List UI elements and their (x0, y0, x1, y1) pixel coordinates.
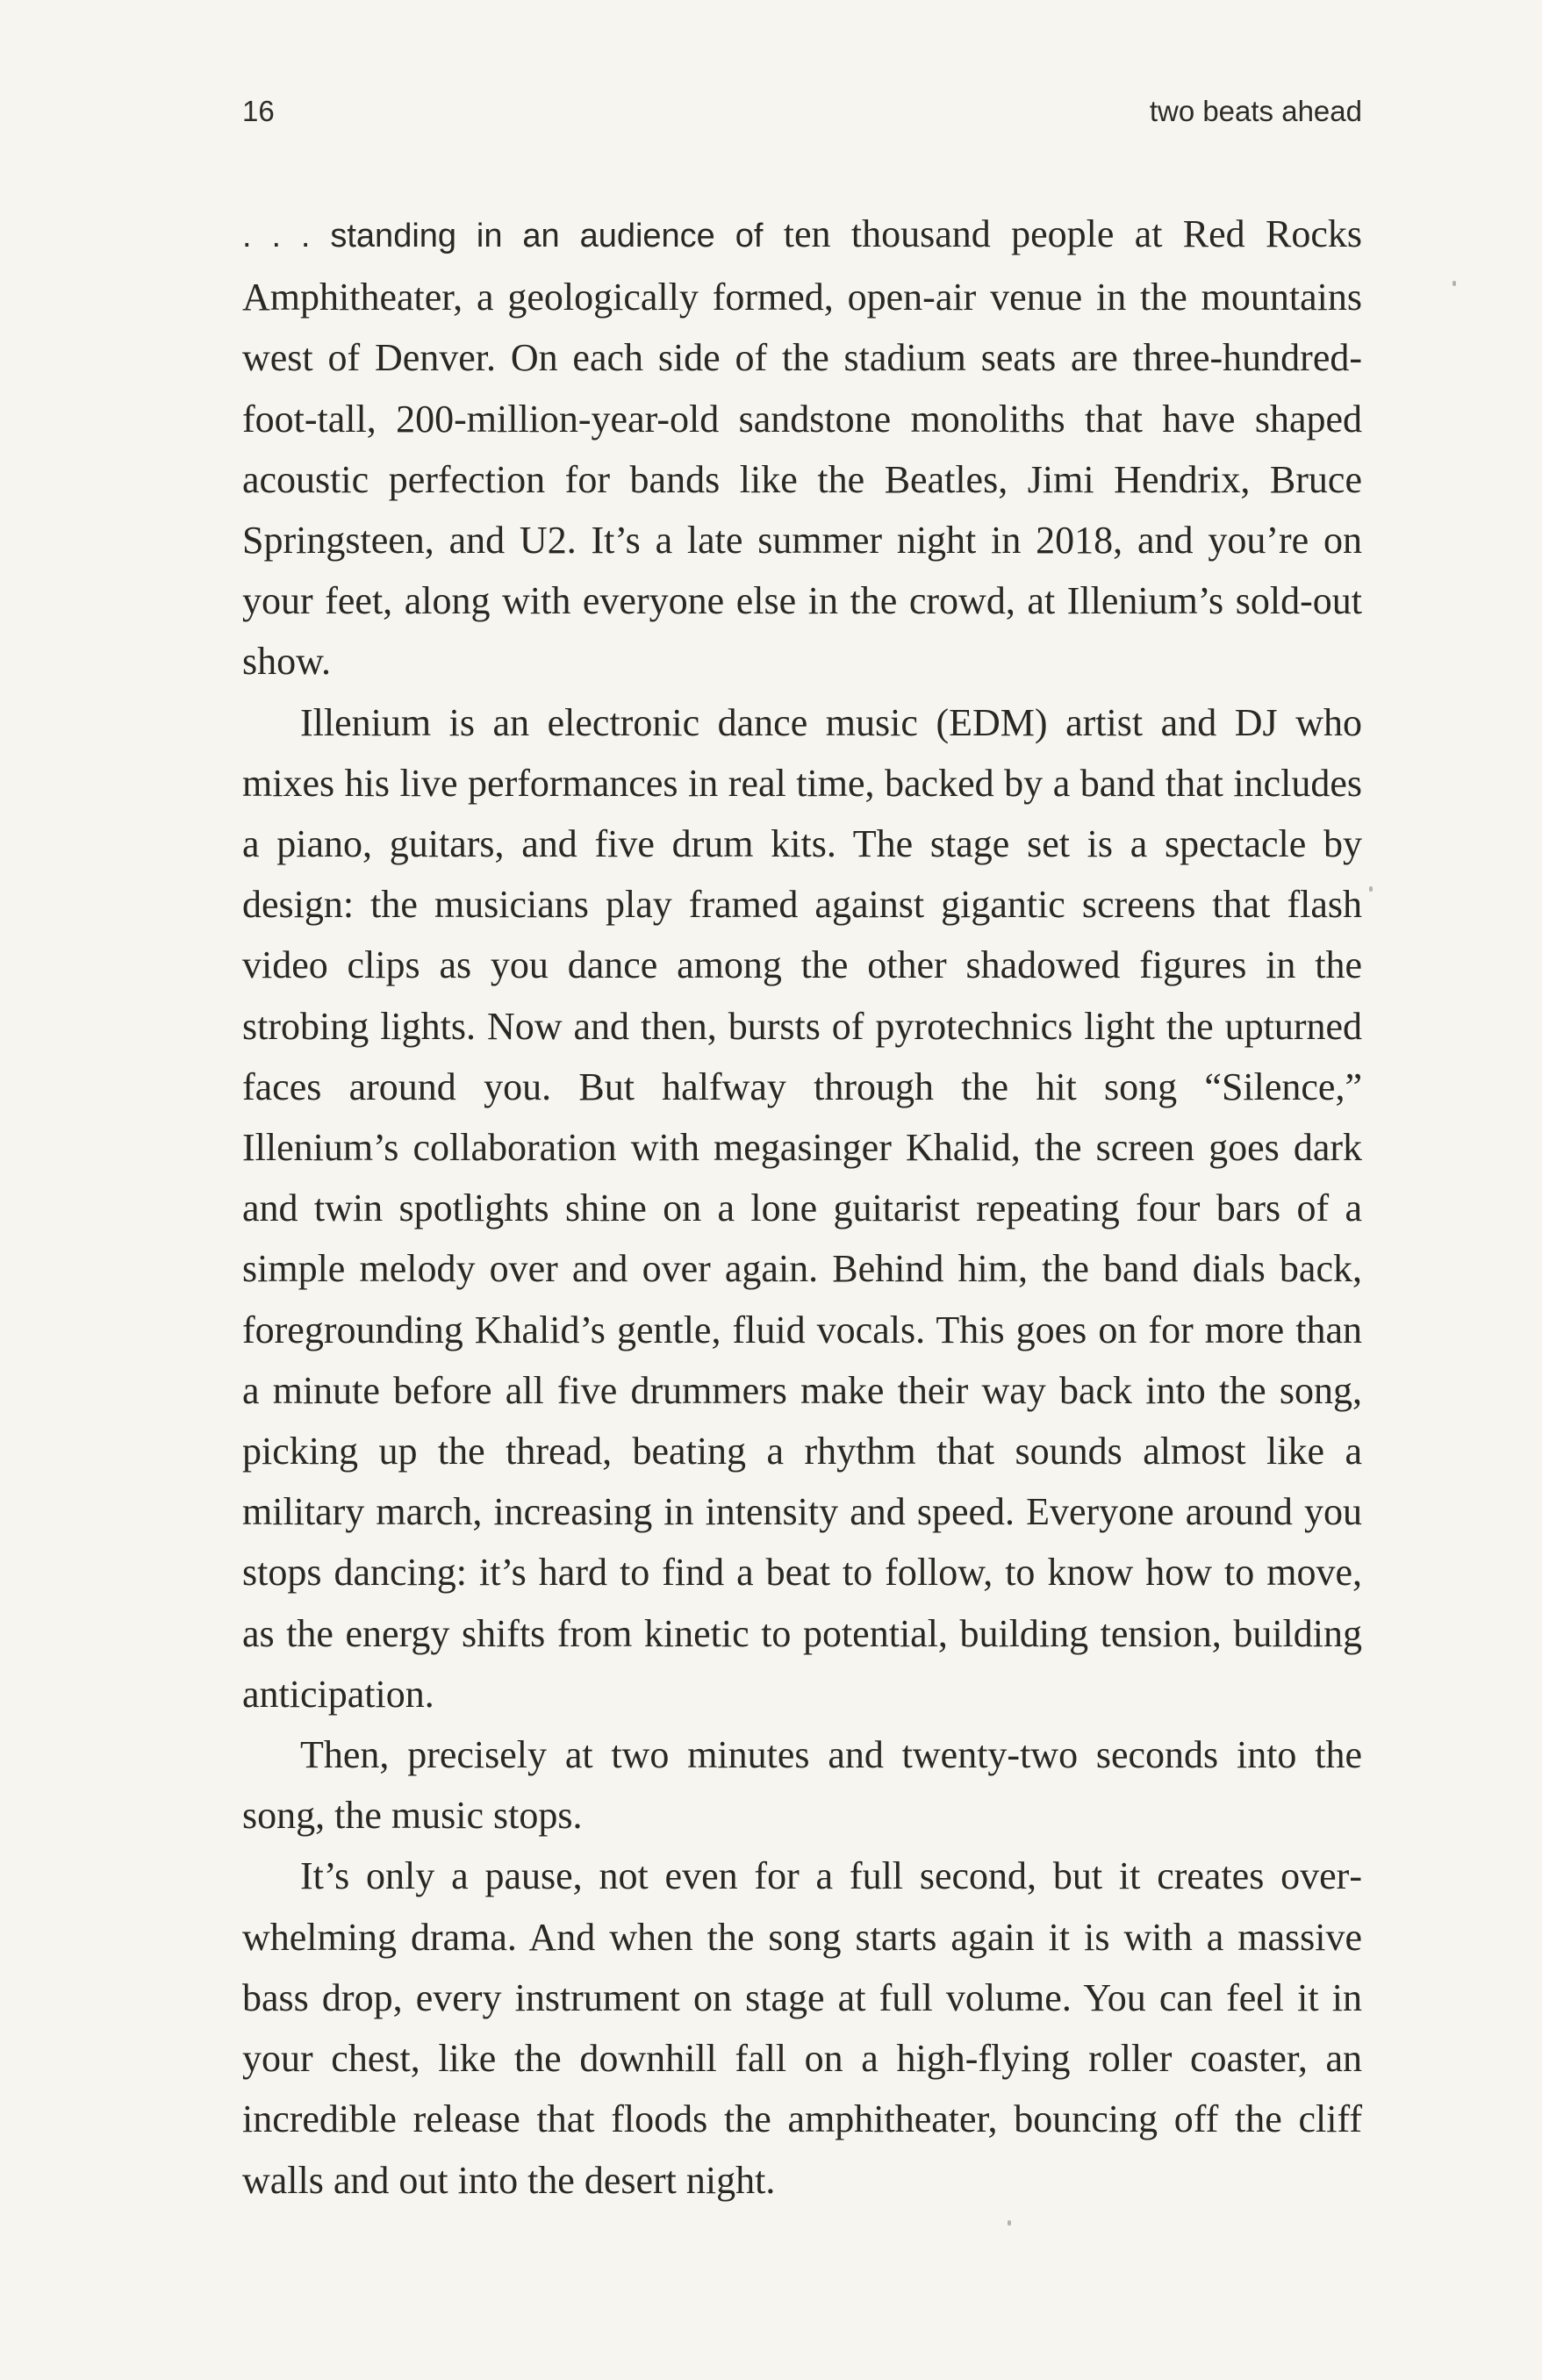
paragraph (242, 204, 1362, 692)
paragraph: It’s only a pause, not even for a full second, but it creates overwhelming drama. And when the song starts again it is with a massive bass drop, every instrument on stage at full volume. You can feel it in your chest, like the downhill fall on a high-flying roller coaster, an incredible release that floods the amphitheater, bouncing off the cliff walls and out into the desert night. (242, 1854, 1362, 2202)
body-text (242, 204, 1362, 2211)
lead-in-text: . . . standing in an audience of (242, 218, 764, 254)
paper-speck (1008, 2220, 1011, 2226)
paragraph: Illenium is an electronic dance music (EDM) artist and DJ who mixes his live performances in real time, backed by a band that includes a piano, guitars, and five drum kits. The stage set is a spectacle by design: the musicians play framed against gigantic screens that flash video clips as you dance among the other shadowed figures in the strobing lights. Now and then, bursts of pyrotechnics light the upturned faces around you. But halfway through the hit song “Silence,” Illenium’s collaboration with megasinger Khalid, the screen goes dark and twin spotlights shine on a lone guitarist repeating four bars of a simple melody over and over again. Behind him, the band dials back, foregrounding Khalid’s gentle, fluid vocals. This goes on for more than a minute before all five drummers make their way back into the song, picking up the thread, beating a rhythm that sounds almost like a military march, increasing in intensity and speed. Everyone around you stops dancing: it’s hard to find a beat to follow, to know how to move, as the energy shifts from kinetic to potential, building tension, building anticipation. (242, 700, 1362, 1716)
paper-speck (1452, 281, 1456, 286)
page-number: 16 (242, 95, 275, 127)
running-head (242, 95, 1362, 133)
book-title: two beats ahead (1149, 95, 1362, 127)
paragraph: Then, precisely at two minutes and twenty-two seconds into the song, the music stops. (242, 1733, 1362, 1838)
paper-speck (1369, 886, 1373, 892)
paragraph-text: ten thousand people at Red Rocks Amphitheater, a geologically formed, open-air venue in the mountains west of Denver. On each side of the stadium seats are three-hundred-foot-tall, 200-million-year-old sandstone monoliths that have shaped acoustic perfection for bands like the Beatles, Jimi Hendrix, Bruce Springsteen, and U2. It’s a late summer night in 2018, and you’re on your feet, along with everyone else in the crowd, at Illenium’s sold-out show. (242, 212, 1363, 684)
